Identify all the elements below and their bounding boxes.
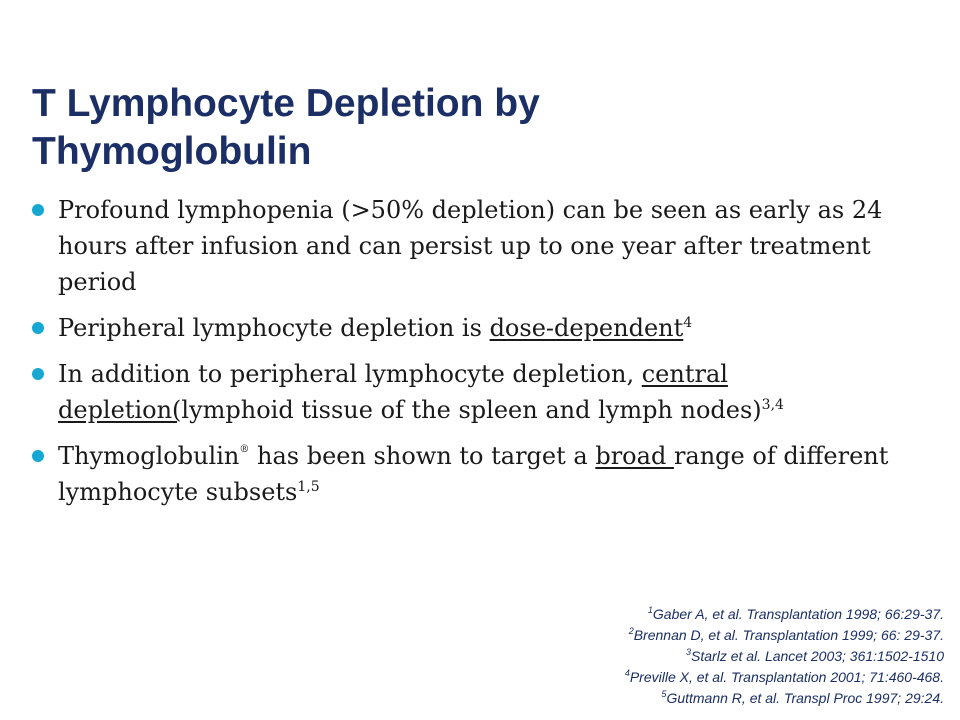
slide-title [32,80,912,176]
bullet-item [32,356,932,428]
reference-number: 5 [661,689,667,699]
bullet-text: Thymoglobulin [58,442,240,470]
underlined-term: central depletion( [58,360,728,424]
bullet-dot-icon [32,322,44,334]
reference-item [344,646,944,667]
reference-item [344,625,944,646]
reference-text: Preville X, et al. Transplantation 2001; 71:460-468. [629,669,944,685]
bullet-list [32,192,932,520]
bullet-item [32,310,932,346]
registered-mark: ® [239,444,250,455]
reference-number: 1 [647,605,653,615]
bullet-dot-icon [32,204,44,216]
reference-number: 3 [686,647,692,657]
references [344,604,944,709]
title-line-1: T Lymphocyte Depletion by [32,82,540,125]
bullet-text: Peripheral lymphocyte depletion is [58,314,490,342]
underlined-term: dose-dependent [489,314,684,342]
reference-text: Gaber A, et al. Transplantation 1998; 66:29-37. [652,606,944,622]
bullet-text-middle: has been shown to target a [249,442,596,470]
bullet-text-continued: lymphoid tissue of the spleen and lymph nodes) [181,396,762,424]
reference-text: Starlz et al. Lancet 2003; 361:1502-1510 [691,648,944,664]
reference-item [344,604,944,625]
bullet-item [32,192,932,300]
reference-text: Guttmann R, et al. Transpl Proc 1997; 29:24. [666,690,944,706]
reference-number: 2 [628,626,634,636]
reference-number: 4 [624,668,630,678]
bullet-item [32,438,932,510]
underlined-term: broad [595,442,674,470]
bullet-text-continued: range of different lymphocyte subsets [58,442,889,506]
reference-text: Brennan D, et al. Transplantation 1999; 66: 29-37. [633,627,944,643]
bullet-dot-icon [32,368,44,380]
bullet-dot-icon [32,450,44,462]
bullet-text: In addition to peripheral lymphocyte depletion, [58,360,642,388]
title-line-2: Thymoglobulin [32,130,312,173]
bullet-text: Profound lymphopenia (>50% depletion) can be seen as early as 24 hours after infusion and can persist up to one year after treatment period [58,196,883,296]
citation-superscript: 1,5 [297,479,320,495]
citation-superscript: 3,4 [761,397,784,413]
citation-superscript: 4 [683,315,693,331]
reference-item [344,667,944,688]
reference-item [344,688,944,709]
